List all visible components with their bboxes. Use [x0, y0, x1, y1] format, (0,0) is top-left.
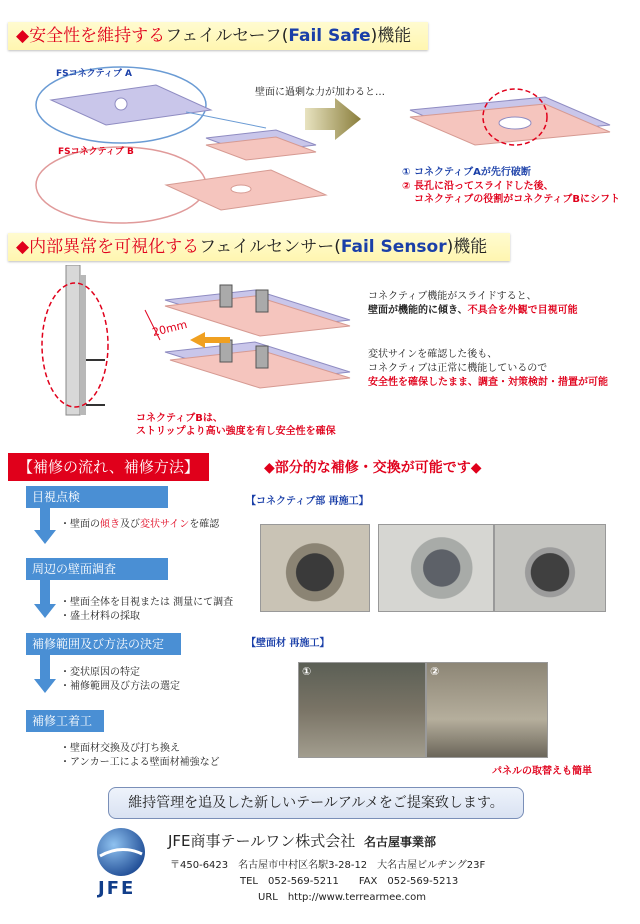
company-phone: TEL 052-569-5211 FAX 052-569-5213: [240, 876, 459, 887]
flow-arrow-1-shaft: [40, 508, 50, 530]
flow-step-wall-survey: 周辺の壁面調査: [26, 558, 168, 580]
photo-wall-2: [426, 662, 548, 758]
flow-note-2-line-2: ・盛土材料の採取: [60, 611, 140, 622]
flow-step-visual-inspection: 目視点検: [26, 486, 168, 508]
failsafe-note-2: ② 長孔に沿ってスライドした後、: [402, 181, 554, 192]
sensor-desc-2-line-2: コネクティブは正常に機能しているので: [368, 363, 548, 374]
connective-a-plate: [51, 85, 211, 125]
photo-connective-3: [494, 524, 606, 612]
company-address: 〒450-6423 名古屋市中村区名駅3-28-12 大名古屋ビルヂング23F: [170, 860, 486, 871]
jfe-logo-text: JFE: [98, 878, 136, 899]
sensor-desc-1-line-1: コネクティブ機能がスライドすると、: [368, 291, 537, 302]
flow-note-4-line-1: ・壁面材交換及び打ち換え: [60, 743, 180, 754]
broken-connective-diagram: [405, 85, 615, 165]
flow-step-start-work: 補修工着工: [26, 710, 104, 732]
label-connective-a: FSコネクティブ A: [56, 69, 133, 79]
sensor-desc-2-line-3: 安全性を確保したまま、調査・対策検討・措置が可能: [368, 377, 608, 388]
jfe-logo: [92, 826, 150, 878]
flow-arrow-3-icon: [34, 679, 56, 693]
flow-arrow-3-shaft: [40, 655, 50, 681]
photo-group-wall: 【壁面材 再施工】: [246, 638, 330, 649]
flow-arrow-1-icon: [34, 530, 56, 544]
flow-note-1: ・壁面の傾き及び変状サインを確認: [60, 519, 220, 530]
photo-connective-2: [378, 524, 494, 612]
section2-title: ◆内部異常を可視化するフェイルセンサー(Fail Sensor)機能: [8, 233, 510, 261]
label-connective-b: FSコネクティブ B: [58, 147, 134, 157]
sensor-caption-1: コネクティブBは、: [136, 413, 223, 424]
force-text: 壁面に過剰な力が加わると…: [255, 87, 385, 98]
company-name: JFE商事テールワン株式会社 名古屋事業部: [168, 832, 437, 850]
photo-number-5: ②: [430, 665, 440, 678]
sensor-desc-2-line-1: 変状サインを確認した後も、: [368, 349, 498, 360]
flow-note-3-line-2: ・補修範囲及び方法の選定: [60, 681, 180, 692]
flow-step-decide-method: 補修範囲及び方法の決定: [26, 633, 181, 655]
flow-arrow-2-icon: [34, 604, 56, 618]
section1-title: ◆安全性を維持するフェイルセーフ(Fail Safe)機能: [8, 22, 428, 50]
repair-subtitle: ◆部分的な補修・交換が可能です◆: [264, 460, 482, 476]
failsafe-note-3: コネクティブの役割がコネクティブBにシフト: [414, 194, 621, 205]
photo-number-4: ①: [302, 665, 312, 678]
failsafe-note-1: ① コネクティブAが先行破断: [402, 167, 531, 178]
flow-note-2-line-1: ・壁面全体を目視または 測量にて調査: [60, 597, 234, 608]
sensor-caption-2: ストリップより高い強度を有し安全性を確保: [136, 426, 336, 437]
repair-flow-title: 【補修の流れ、補修方法】: [8, 453, 209, 481]
photo-group-connective: 【コネクティブ部 再施工】: [246, 496, 369, 507]
panel-caption: パネルの取替えも簡単: [492, 766, 592, 777]
flow-note-3-line-1: ・変状原因の特定: [60, 667, 140, 678]
sensor-slide-diagram: [140, 280, 355, 405]
photo-connective-1: [260, 524, 370, 612]
flow-arrow-2-shaft: [40, 580, 50, 606]
flow-note-4-line-2: ・アンカー工による壁面材補強など: [60, 757, 220, 768]
proposal-banner: 維持管理を追及した新しいテールアルメをご提案致します。: [108, 787, 524, 819]
photo-wall-1: [298, 662, 426, 758]
company-url[interactable]: URL http://www.terrearmee.com: [258, 892, 426, 903]
sensor-desc-1-line-2: 壁面が機能的に傾き、不具合を外観で目視可能: [368, 305, 578, 316]
wall-section-diagram: [30, 265, 120, 425]
right-arrow-icon: [305, 98, 361, 140]
dim-label: 20mm: [150, 317, 189, 340]
